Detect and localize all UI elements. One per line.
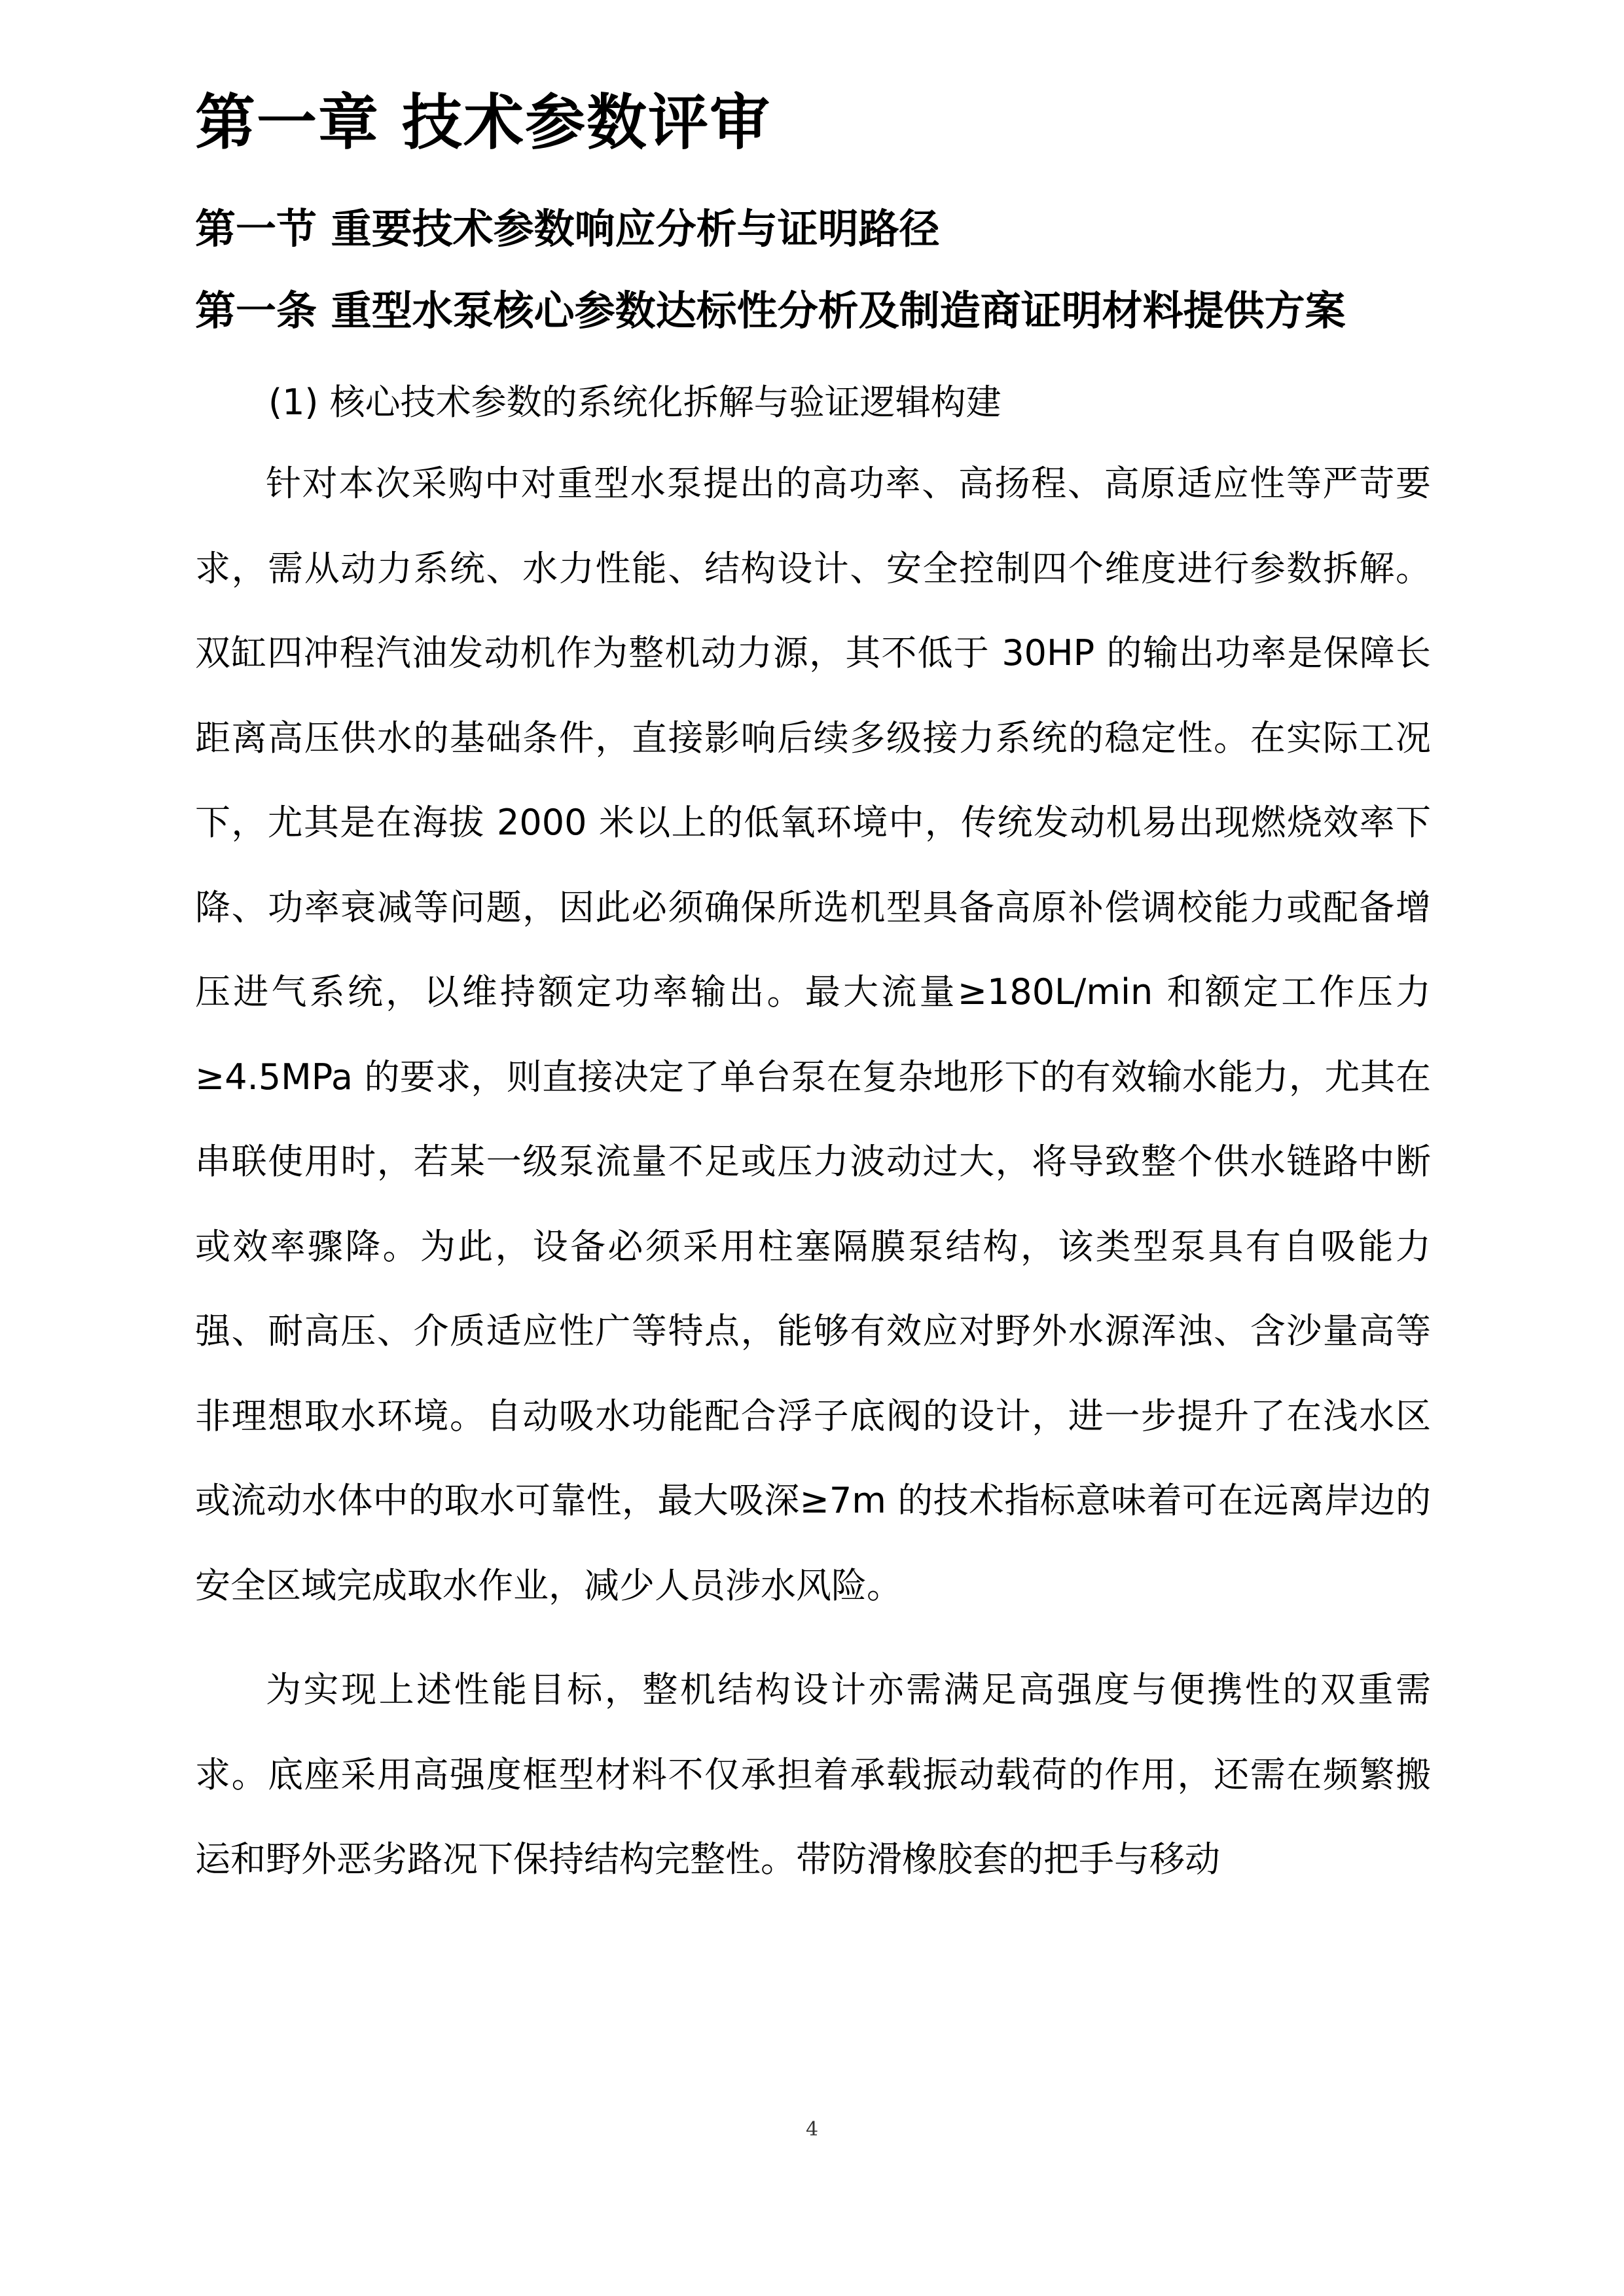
body-paragraph-1: 针对本次采购中对重型水泵提出的高功率、高扬程、高原适应性等严苛要求，需从动力系统、水力性能、结构设计、安全控制四个维度进行参数拆解。双缸四冲程汽油发动机作为整机动力源，其不低于 30HP 的输出功率是保障长距离高压供水的基础条件，直接影响后续多级接力系统的稳定性。在实际工况下，尤其是在海拔 2000 米以上的低氧环境中，传统发动机易出现燃烧效率下降、功率衰减等问题，因此必须确保所选机型具备高原补偿调校能力或配备增压进气系统，以维持额定功率输出。最大流量≥180L/min 和额定工作压力≥4.5MPa 的要求，则直接决定了单台泵在复杂地形下的有效输水能力，尤其在串联使用时，若某一级泵流量不足或压力波动过大，将导致整个供水链路中断或效率骤降。为此，设备必须采用柱塞隔膜泵结构，该类型泵具有自吸能力强、耐高压、介质适应性广等特点，能够有效应对野外水源浑浊、含沙量高等非理想取水环境。自动吸水功能配合浮子底阀的设计，进一步提升了在浅水区或流动水体中的取水可靠性，最大吸深≥7m 的技术指标意味着可在远离岸边的安全区域完成取水作业，减少人员涉水风险。 [195,463,1431,1606]
article-title: 第一条 重型水泵核心参数达标性分析及制造商证明材料提供方案 [195,287,1346,334]
section-title: 第一节 重要技术参数响应分析与证明路径 [195,205,940,253]
page-content [195,71,1431,1902]
body-paragraph-2: 为实现上述性能目标，整机结构设计亦需满足高强度与便携性的双重需求。底座采用高强度框型材料不仅承担着承载振动载荷的作用，还需在频繁搬运和野外恶劣路况下保持结构完整性。带防滑橡胶套的把手与移动 [195,1669,1431,1880]
chapter-title: 第一章 技术参数评审 [195,88,772,158]
subsection-heading: (1) 核心技术参数的系统化拆解与验证逻辑构建 [268,382,1001,423]
page-number: 4 [805,2118,819,2141]
